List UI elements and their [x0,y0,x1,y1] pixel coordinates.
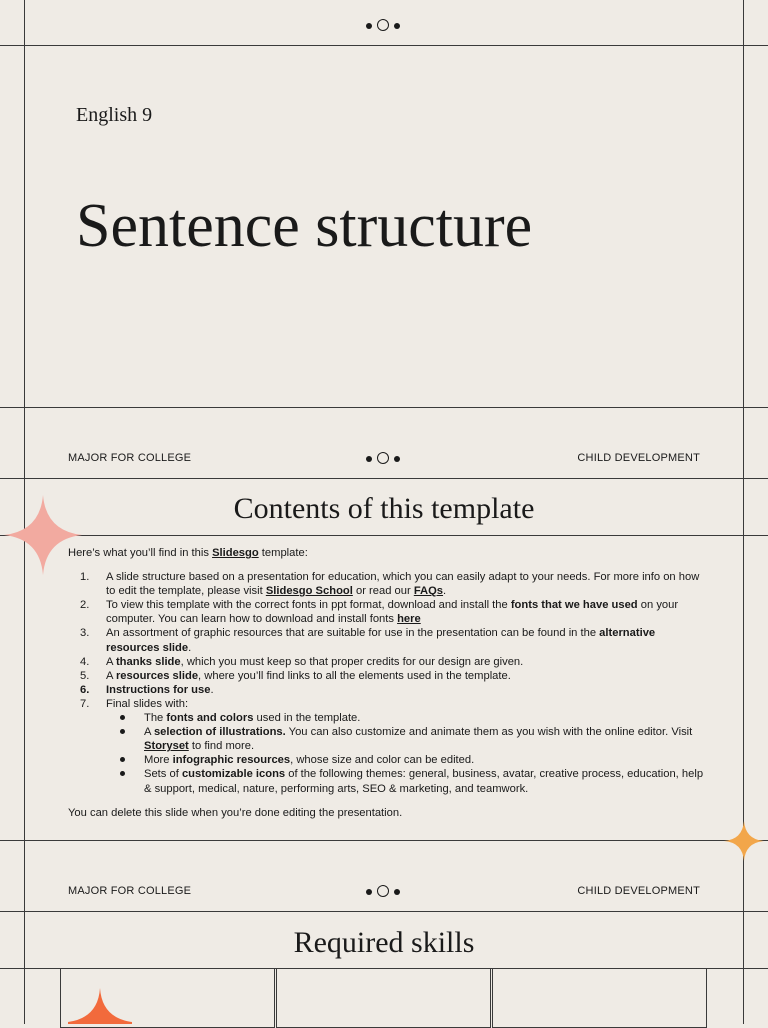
list-item: 1. A slide structure based on a presentation for education, which you can easily adapt to your needs. For more info on how to edit the template, please visit Slidesgo School or read our FAQs. [80,571,700,598]
bullet-item: A selection of illustrations. You can also customize and animate them as you wish with the online editor. Visit Storyset to find more. [106,725,708,753]
contents-title: Contents of this template [233,492,535,525]
dots-ornament [366,885,402,899]
footer-left-label: MAJOR FOR COLLEGE [68,452,192,464]
divider-line [0,478,768,479]
fonts-here-link[interactable]: here [397,613,421,626]
bullet-item: Sets of customizable icons of the following themes: general, business, avatar, creative process, education, help & support, medical, nature, performing arts, SEO & marketing, and teamwork. [106,767,708,795]
faqs-link[interactable]: FAQs [413,585,444,598]
divider-line [0,45,768,46]
bullet-item: The fonts and colors used in the template. [106,711,708,725]
closing-text: You can delete this slide when you’re done editing the presentation. [68,806,403,819]
bullet-list [106,711,708,796]
skills-title: Required skills [293,926,475,959]
red-star-icon [68,988,132,1024]
list-item: 3. An assortment of graphic resources that are suitable for use in the presentation can be found in the alternative resources slide. [80,627,656,654]
divider-line [0,911,768,912]
slidesgo-link[interactable]: Slidesgo [212,547,259,559]
slide-title: Sentence structure [76,192,533,260]
divider-line [0,840,768,841]
skill-card [492,968,707,1028]
slide-subtitle: English 9 [76,104,153,126]
storyset-link[interactable]: Storyset [144,740,189,753]
divider-line [0,407,768,408]
footer-left-label: MAJOR FOR COLLEGE [68,885,192,897]
skill-card [276,968,491,1028]
list-item: 2. To view this template with the correct fonts in ppt format, download and install the fonts that we have used on your computer. You can learn how to download and install fonts here [80,599,679,626]
bullet-item: More infographic resources, whose size and color can be edited. [106,753,708,767]
list-item: 7. Final slides with: The fonts and colors used in the template. A selection of illustrations. You can also customize and animate them as you wish with the online editor. Visit Storyset to find more. More infographic resources, whose size and color can be edited. Sets of customizable icons of the following themes: general, business, avatar, creative process, education, help & support, medical, nature, performing arts, SEO & marketing, and teamwork. [68,697,708,796]
list-item: 5. A resources slide, where you’ll find links to all the elements used in the template. [80,669,511,682]
dots-ornament [366,19,402,33]
orange-star-icon [724,821,764,861]
intro-text: Here’s what you’ll find in this Slidesgo template: [68,547,308,559]
dots-ornament [366,452,402,466]
contents-body [68,546,708,820]
footer-right-label: CHILD DEVELOPMENT [577,885,700,897]
list-item: 6. Instructions for use. [80,683,214,696]
contents-list [68,570,708,796]
slidesgo-school-link[interactable]: Slidesgo School [265,585,353,598]
divider-line [0,535,768,536]
footer-right-label: CHILD DEVELOPMENT [577,452,700,464]
list-item: 4. A thanks slide, which you must keep so that proper credits for our design are given. [80,655,524,668]
